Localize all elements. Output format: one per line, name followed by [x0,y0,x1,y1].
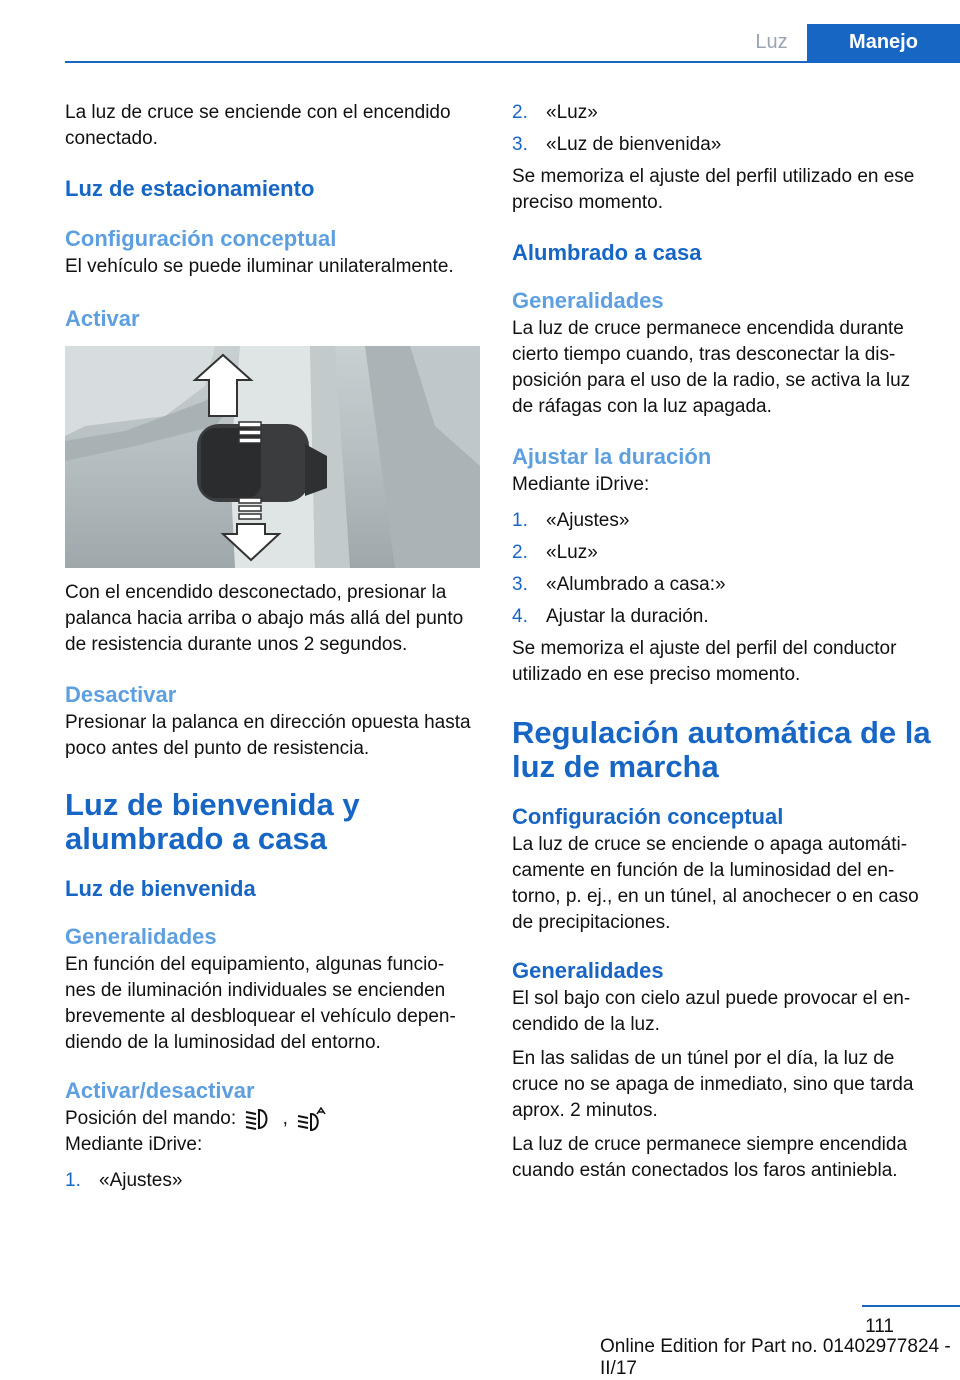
list-number: 4. [512,606,528,627]
right-column [512,100,932,1184]
list-number: 2. [512,102,528,123]
edition-footer: Online Edition for Part no. 01402977824 - II/17 [600,1336,951,1379]
welcome-light-title: Luz de bienvenida [65,876,256,901]
concept-text: El vehículo se puede iluminar unilateralmente. [65,256,454,277]
auto-general-title: Generalidades [512,958,664,983]
position-text: Posición del mando: [65,1108,237,1129]
memorize-driver-text: Se memoriza el ajuste del perfil del conductor utilizado en ese preciso momento. [512,638,897,685]
list-item [65,1168,480,1194]
page-number: 111 [865,1316,894,1337]
idrive-steps-left [65,1168,480,1194]
activate-text: Con el encendido desconectado, presionar la palanca hacia arriba o abajo más allá del punto de resistencia durante unos 2 segundos. [65,582,464,655]
position-line [65,1106,480,1132]
list-item [512,508,932,534]
auto-concept-text: La luz de cruce se enciende o apaga automáti- camente en función de la luminosidad del en- torno, p. ej., en un túnel, al anochecer o en caso de precipitaciones. [512,834,919,933]
auto-general-text-3: La luz de cruce permanece siempre encendida cuando están conectados los faros antiniebla. [512,1134,908,1181]
home-general-heading: Generalidades [512,288,664,313]
low-beam-icon [245,1107,273,1131]
idrive-text: Mediante iDrive: [65,1134,203,1155]
tab-section: Luz [736,24,807,61]
welcome-section-title: Luz de bienvenida y alumbrado a casa [65,787,360,856]
position-separator: , [282,1108,288,1129]
general-text: En función del equipamiento, algunas funcio- nes de iluminación individuales se encienden brevemente al desbloquear el vehículo depen- diendo de la luminosidad del entorno. [65,954,456,1053]
header-tabs [736,24,960,61]
list-text: «Ajustes» [546,510,630,531]
list-item [512,132,932,158]
list-text: «Luz de bienvenida» [546,134,722,155]
list-number: 3. [512,134,528,155]
footer-rule [862,1305,960,1307]
activate-heading: Activar [65,306,140,331]
light-stalk-illustration [65,346,480,568]
light-stalk-figure [65,346,480,568]
header-rule [65,61,960,63]
list-text: «Alumbrado a casa:» [546,574,726,595]
automatic-light-icon [297,1107,327,1131]
list-text: Ajustar la duración. [546,606,709,627]
memorize-text: Se memoriza el ajuste del perfil utilizado en ese preciso momento. [512,166,915,213]
general-heading: Generalidades [65,924,217,949]
deactivate-text: Presionar la palanca en dirección opuesta hasta poco antes del punto de resistencia. [65,712,471,759]
list-item [512,604,932,630]
list-text: «Luz» [546,542,598,563]
auto-concept-title: Configuración conceptual [512,804,784,829]
auto-general-text-2: En las salidas de un túnel por el día, la luz de cruce no se apaga de inmediato, sino que tarda aprox. 2 minutos. [512,1048,914,1121]
left-column [65,100,480,1200]
duration-heading: Ajustar la duración [512,444,712,469]
list-number: 3. [512,574,528,595]
auto-section-title: Regulación automática de la luz de marcha [512,715,931,784]
toggle-heading: Activar/desactivar [65,1078,255,1103]
intro-text: La luz de cruce se enciende con el encendido conectado. [65,102,451,149]
home-general-text: La luz de cruce permanece encendida durante cierto tiempo cuando, tras desconectar la dis- posición para el uso de la radio, se activa la luz de ráfagas con la luz apagada. [512,318,911,417]
duration-steps [512,508,932,630]
list-number: 1. [65,1170,81,1191]
auto-general-text-1: El sol bajo con cielo azul puede provocar el en- cendido de la luz. [512,988,911,1035]
home-light-title: Alumbrado a casa [512,240,702,265]
tab-chapter: Manejo [807,24,960,61]
idrive-steps-right [512,100,932,158]
list-text: «Luz» [546,102,598,123]
deactivate-heading: Desactivar [65,682,177,707]
list-number: 1. [512,510,528,531]
list-item [512,572,932,598]
parking-light-title: Luz de estacionamiento [65,176,315,201]
list-item [512,540,932,566]
concept-heading: Configuración conceptual [65,226,337,251]
list-text: «Ajustes» [99,1170,183,1191]
duration-text: Mediante iDrive: [512,474,650,495]
list-item [512,100,932,126]
list-number: 2. [512,542,528,563]
